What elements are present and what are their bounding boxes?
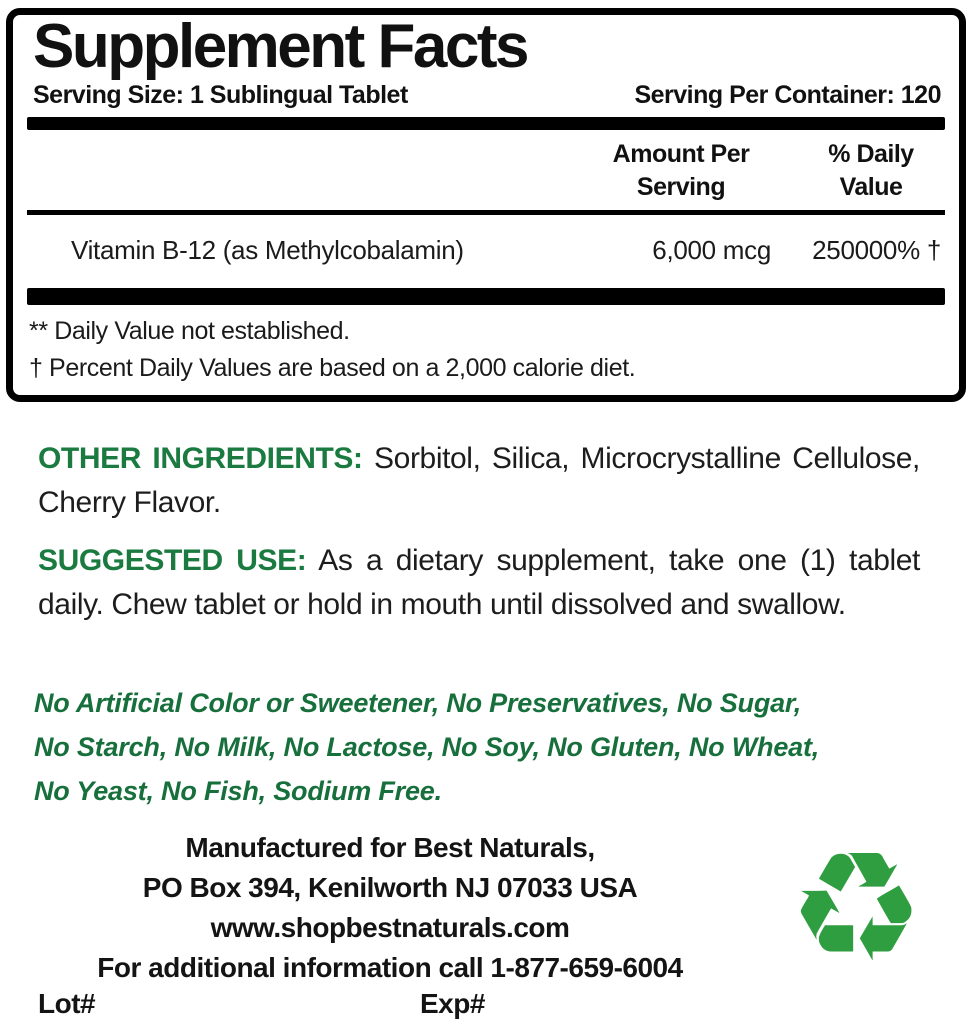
divider-line — [27, 210, 945, 215]
claims-line: No Starch, No Milk, No Lactose, No Soy, No Gluten, No Wheat, — [34, 732, 820, 762]
suggested-use-label: SUGGESTED USE: — [38, 544, 307, 577]
other-ingredients-label: OTHER INGREDIENTS: — [38, 442, 363, 475]
supplement-facts-panel — [6, 8, 966, 402]
claims-line: No Artificial Color or Sweetener, No Preservatives, No Sugar, — [34, 688, 802, 718]
panel-title: Supplement Facts — [33, 12, 527, 81]
footnotes — [29, 313, 941, 388]
divider-bar-top — [27, 117, 945, 130]
serving-size: Serving Size: 1 Sublingual Tablet — [33, 80, 408, 109]
suggested-use-paragraph — [38, 539, 920, 626]
manufacturer-block — [0, 828, 780, 988]
divider-bar-bottom — [27, 288, 945, 305]
exp-date-label: Exp# — [420, 988, 485, 1019]
claims-line: No Yeast, No Fish, Sodium Free. — [34, 776, 442, 806]
lot-number-label: Lot# — [38, 988, 96, 1019]
amount-per-serving-header: Amount Per Serving — [612, 139, 750, 201]
allergen-claims — [34, 681, 964, 813]
manufactured-for: Manufactured for Best Naturals, — [185, 832, 595, 863]
manufacturer-website: www.shopbestnaturals.com — [210, 912, 570, 944]
other-ingredients-paragraph — [38, 437, 920, 524]
suggested-use-text: As a dietary supplement, take one (1) tablet daily. Chew tablet or hold in mouth until dissolved and swallow. — [38, 544, 920, 621]
serving-row — [33, 81, 941, 110]
recycle-icon: ♻ — [788, 819, 925, 996]
percent-daily-value-header: % Daily Value — [828, 139, 914, 201]
footnote-dv-not-established: ** Daily Value not established. — [29, 316, 350, 345]
other-ingredients-text: Sorbitol, Silica, Microcrystalline Cellulose, Cherry Flavor. — [38, 442, 920, 519]
info-phone-line: For additional information call 1-877-659-6004 — [97, 952, 683, 984]
manufacturer-address: PO Box 394, Kenilworth NJ 07033 USA — [142, 872, 638, 904]
nutrient-name: Vitamin B-12 (as Methylcobalamin) — [71, 234, 464, 265]
column-headers — [27, 138, 945, 204]
nutrient-daily-value: 250000% † — [812, 234, 941, 265]
footnote-calorie-diet: † Percent Daily Values are based on a 2,000 calorie diet. — [29, 354, 636, 383]
servings-per-container: Serving Per Container: 120 — [634, 80, 941, 109]
nutrient-amount: 6,000 mcg — [652, 234, 771, 265]
table-row — [27, 235, 945, 266]
